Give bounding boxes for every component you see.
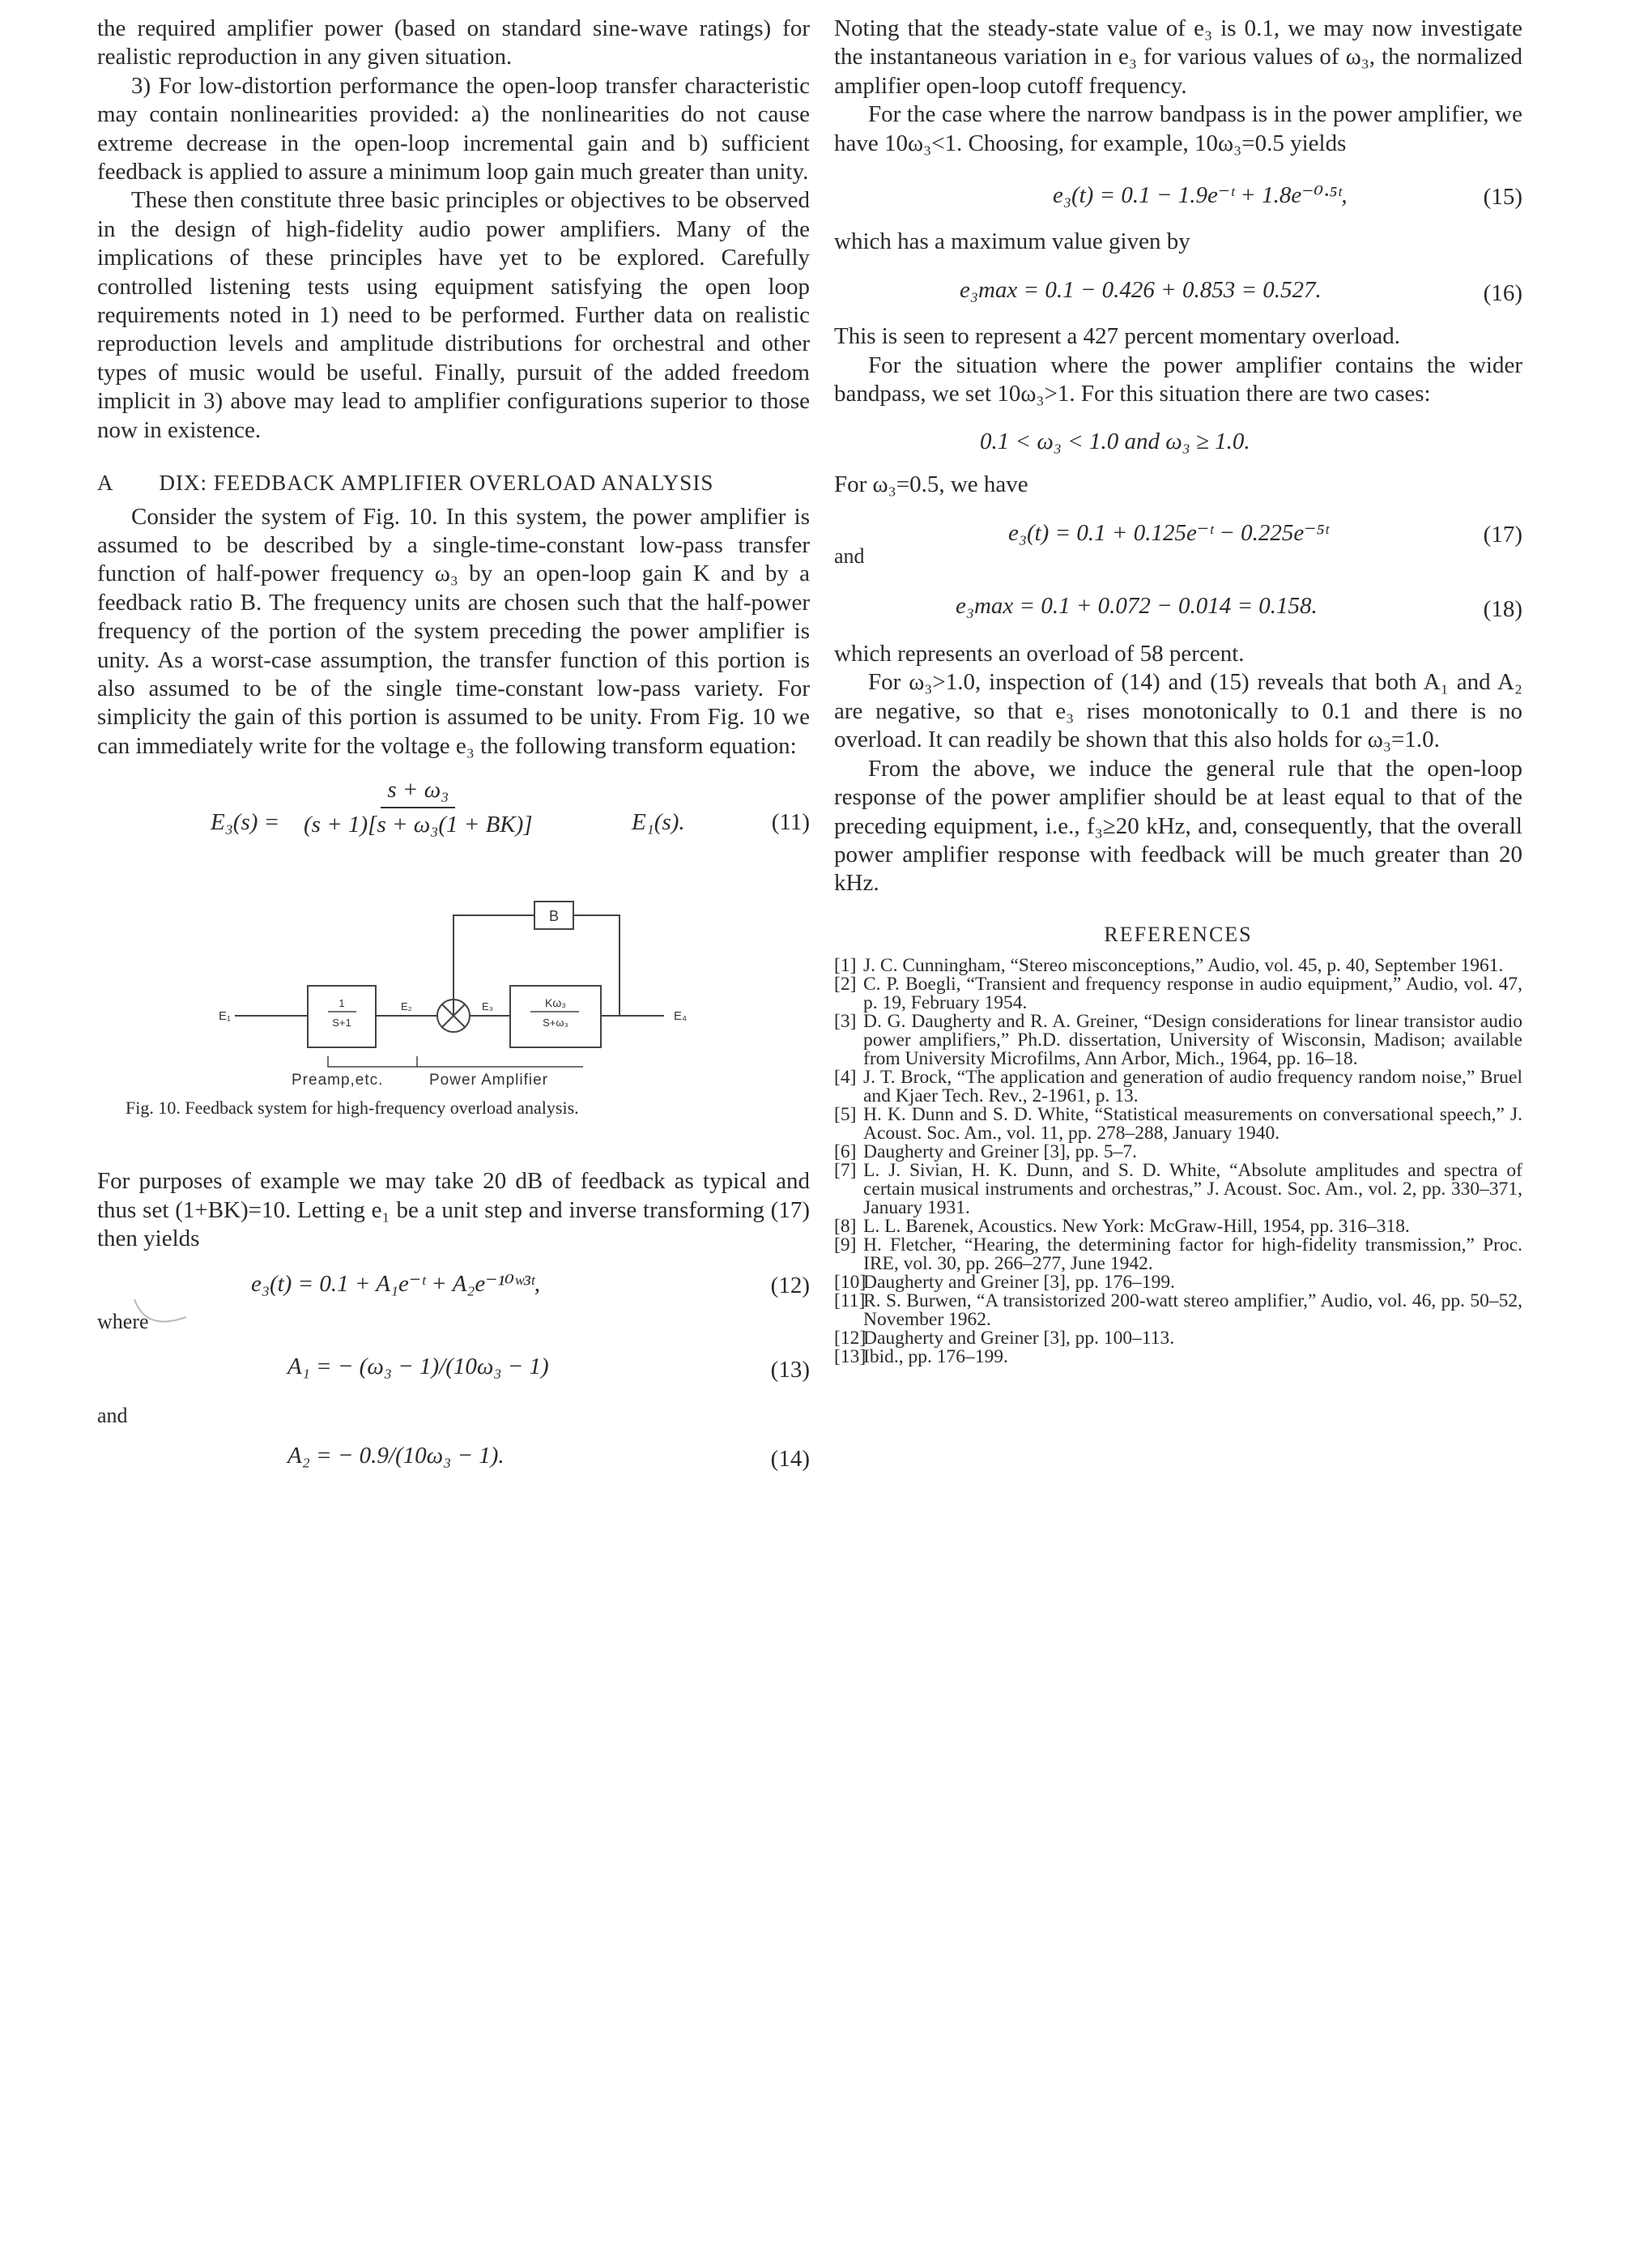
fig-block1-den: S+1	[332, 1017, 351, 1030]
fig-block2-den: S+ω₃	[543, 1017, 568, 1030]
reference-number: [8]	[834, 1215, 857, 1237]
right-column	[834, 15, 1522, 1366]
reference-number: [10]	[834, 1271, 866, 1293]
reference-item	[834, 1010, 1522, 1069]
reference-text: R. S. Burwen, “A transistorized 200-watt stereo amplifier,” Audio, vol. 46, pp. 50–52, November 1962.	[863, 1290, 1522, 1330]
reference-number: [13]	[834, 1345, 866, 1367]
and-label: and	[834, 544, 865, 569]
reference-number: [4]	[834, 1066, 857, 1088]
equation-14	[97, 1436, 810, 1485]
figure-caption: Fig. 10. Feedback system for high-frequency overload analysis.	[126, 1098, 579, 1119]
reference-text: Daugherty and Greiner [3], pp. 100–113.	[863, 1327, 1175, 1349]
reference-text: Daugherty and Greiner [3], pp. 5–7.	[863, 1140, 1138, 1162]
reference-number: [3]	[834, 1010, 857, 1032]
reference-number: [9]	[834, 1234, 857, 1256]
paragraph: which represents an overload of 58 percent.	[834, 641, 1245, 667]
eq16-number: (16)	[1483, 280, 1522, 307]
reference-text: L. L. Barenek, Acoustics. New York: McGraw-Hill, 1954, pp. 316–318.	[863, 1215, 1410, 1237]
scan-mark	[130, 1296, 194, 1336]
and-label: and	[97, 1404, 128, 1428]
fig-input-label: E₁	[219, 1009, 232, 1024]
paragraph: This is seen to represent a 427 percent momentary overload.	[834, 323, 1400, 350]
eq15-body: e₃(t) = 0.1 − 1.9e⁻ᵗ + 1.8e⁻⁰·⁵ᵗ,	[1053, 182, 1348, 209]
eq13-number: (13)	[770, 1357, 810, 1383]
fig-block1-num: 1	[338, 997, 345, 1010]
paragraph: For ω₃>1.0, inspection of (14) and (15) reveals that both A₁ and A₂ are negative, so that e₃ rises monotonically to 0.1 and there is no overload. It can readily be shown that this also holds for ω₃=1.0.	[834, 669, 1522, 753]
equation-16	[834, 264, 1522, 322]
reference-number: [7]	[834, 1159, 857, 1181]
eq17-number: (17)	[1483, 522, 1522, 548]
reference-text: D. G. Daugherty and R. A. Greiner, “Design considerations for linear transistor audio power amplifiers,” Ph.D. dissertation, University of Wisconsin, Madison; available from University Microfilms, Ann Arbor, Mich., 1964, pp. 16–18.	[863, 1010, 1522, 1069]
equation-17	[834, 505, 1522, 562]
eq17-body: e₃(t) = 0.1 + 0.125e⁻ᵗ − 0.225e⁻⁵ᵗ	[1008, 520, 1329, 547]
reference-text: C. P. Boegli, “Transient and frequency response in audio equipment,” Audio, vol. 47, p. 19, February 1954.	[863, 973, 1522, 1013]
equation-18	[834, 577, 1522, 640]
fig-preamp-label: Preamp,etc.	[292, 1072, 384, 1089]
reference-text: Daugherty and Greiner [3], pp. 176–199.	[863, 1271, 1176, 1293]
figure-10	[97, 890, 810, 1093]
reference-text: J. T. Brock, “The application and generation of audio frequency random noise,” Bruel and Kjaer Tech. Rev., 2-1961, p. 13.	[863, 1066, 1522, 1106]
eq15-number: (15)	[1483, 184, 1522, 211]
reference-number: [12]	[834, 1327, 866, 1349]
paragraph: Consider the system of Fig. 10. In this system, the power amplifier is assumed to be described by a single-time-constant low-pass transfer function of half-power frequency ω₃ by an open-loop gain K and by a feedback ratio B. The frequency units are chosen such that the half-power frequency of the portion of the system preceding the power amplifier is unity. As a worst-case assumption, the transfer function of this portion is also assumed to be of the single time-constant low-pass variety. For simplicity the gain of this portion is assumed to be unity. From Fig. 10 we can immediately write for the voltage e₃ the following transform equation:	[97, 503, 810, 759]
fig-block2-num: Kω₃	[545, 996, 566, 1010]
cases-body: 0.1 < ω₃ < 1.0 and ω₃ ≥ 1.0.	[980, 428, 1250, 454]
fig-output-label: E₄	[674, 1009, 688, 1024]
eq16-body: e₃max = 0.1 − 0.426 + 0.853 = 0.527.	[960, 277, 1322, 304]
eq11-lhs: E₃(s) =	[211, 809, 280, 836]
paragraph: These then constitute three basic principles or objectives to be observed in the design of high-fidelity audio power amplifiers. Many of the implications of these principles have yet to be explored. Carefully controlled listening tests using equipment satisfying the open loop requirements noted in 1) need to be performed. Further data on realistic reproduction levels and amplitude distributions for orchestral and other types of music would be useful. Finally, pursuit of the added freedom implicit in 3) above may lead to amplifier configurations superior to those now in existence.	[97, 187, 810, 443]
reference-item	[834, 1345, 1522, 1367]
references-title: REFERENCES	[1104, 922, 1253, 946]
reference-item	[834, 954, 1522, 976]
equation-12	[97, 1261, 810, 1310]
paragraph: Noting that the steady-state value of e₃ is 0.1, we may now investigate the instantaneous variation in e₃ for various values of ω₃, the normalized amplifier open-loop cutoff frequency.	[834, 15, 1522, 99]
equation-11	[97, 777, 810, 874]
reference-number: [2]	[834, 973, 857, 995]
paragraph: From the above, we induce the general rule that the open-loop response of the power amplifier should be at least equal to that of the preceding equipment, i.e., f₃≥20 kHz, and, consequently, that the overall power amplifier response with feedback will be much greater than 20 kHz.	[834, 755, 1522, 897]
case-conditions	[834, 417, 1522, 471]
fig-b-label: B	[548, 908, 560, 925]
reference-number: [11]	[834, 1290, 866, 1311]
appendix-heading: A DIX: FEEDBACK AMPLIFIER OVERLOAD ANALYSIS	[97, 471, 714, 496]
eq14-number: (14)	[770, 1446, 810, 1473]
reference-item	[834, 1217, 1522, 1236]
paragraph: For ω₃=0.5, we have	[834, 471, 1028, 497]
references-section	[834, 923, 1522, 1366]
eq11-fraction	[304, 777, 533, 838]
eq14-body: A₂ = − 0.9/(10ω₃ − 1).	[287, 1443, 505, 1469]
block-diagram	[97, 890, 810, 1093]
eq18-body: e₃max = 0.1 + 0.072 − 0.014 = 0.158.	[956, 593, 1318, 620]
reference-number: [6]	[834, 1140, 857, 1162]
reference-item	[834, 1159, 1522, 1218]
eq11-number: (11)	[771, 809, 810, 836]
where-label: where	[97, 1310, 149, 1334]
reference-list	[834, 954, 1522, 1367]
fig-e2-label: E₂	[401, 1000, 412, 1013]
paragraph: 3) For low-distortion performance the open-loop transfer characteristic may contain nonlinearities provided: a) the nonlinearities do not cause extreme decrease in the open-loop incremental gain and b) sufficient feedback is applied to assure a minimum loop gain much greater than unity.	[97, 72, 810, 185]
reference-item	[834, 1068, 1522, 1106]
paragraph: For purposes of example we may take 20 dB of feedback as typical and thus set (1+BK)=10. Letting e₁ be a unit step and inverse transforming (17) then yields	[97, 1168, 810, 1251]
reference-number: [1]	[834, 954, 857, 976]
paragraph: For the situation where the power amplifier contains the wider bandpass, we set 10ω₃>1. For this situation there are two cases:	[834, 352, 1522, 407]
eq13-body: A₁ = − (ω₃ − 1)/(10ω₃ − 1)	[287, 1354, 549, 1380]
paragraph: For the case where the narrow bandpass is in the power amplifier, we have 10ω₃<1. Choosing, for example, 10ω₃=0.5 yields	[834, 101, 1522, 156]
reference-text: H. K. Dunn and S. D. White, “Statistical measurements on conversational speech,” J. Acoust. Soc. Am., vol. 11, pp. 278–288, January 1940.	[863, 1103, 1522, 1144]
left-column	[97, 15, 810, 1485]
reference-number: [5]	[834, 1103, 857, 1125]
eq18-number: (18)	[1483, 596, 1522, 623]
fig-e3-label: E₃	[482, 1000, 493, 1013]
eq11-numerator: s + ω₃	[381, 777, 455, 808]
paragraph: which has a maximum value given by	[834, 228, 1190, 255]
paragraph: the required amplifier power (based on standard sine-wave ratings) for realistic reproduction in any given situation.	[97, 15, 810, 70]
reference-text: J. C. Cunningham, “Stereo misconceptions,” Audio, vol. 45, p. 40, September 1961.	[863, 954, 1504, 976]
eq12-body: e₃(t) = 0.1 + A₁e⁻ᵗ + A₂e⁻¹⁰ʷ³ᵗ,	[251, 1271, 540, 1298]
reference-item	[834, 1236, 1522, 1273]
eq11-denominator: (s + 1)[s + ω₃(1 + BK)]	[304, 812, 533, 838]
eq11-rhs: E₁(s).	[632, 809, 685, 836]
equation-15	[834, 169, 1522, 228]
reference-item	[834, 1292, 1522, 1329]
eq12-number: (12)	[770, 1273, 810, 1299]
reference-text: H. Fletcher, “Hearing, the determining factor for high-fidelity transmission,” Proc. IRE, vol. 30, pp. 266–277, June 1942.	[863, 1234, 1522, 1274]
reference-item	[834, 1140, 1522, 1162]
equation-13	[97, 1349, 810, 1405]
fig-power-label: Power Amplifier	[429, 1072, 548, 1089]
reference-text: Ibid., pp. 176–199.	[863, 1345, 1008, 1367]
reference-item	[834, 1273, 1522, 1292]
reference-text: L. J. Sivian, H. K. Dunn, and S. D. White, “Absolute amplitudes and spectra of certain musical instruments and orchestras,” J. Acoust. Soc. Am., vol. 2, pp. 330–371, January 1931.	[863, 1159, 1522, 1218]
reference-item	[834, 1103, 1522, 1144]
reference-item	[834, 1329, 1522, 1348]
reference-item	[834, 975, 1522, 1013]
